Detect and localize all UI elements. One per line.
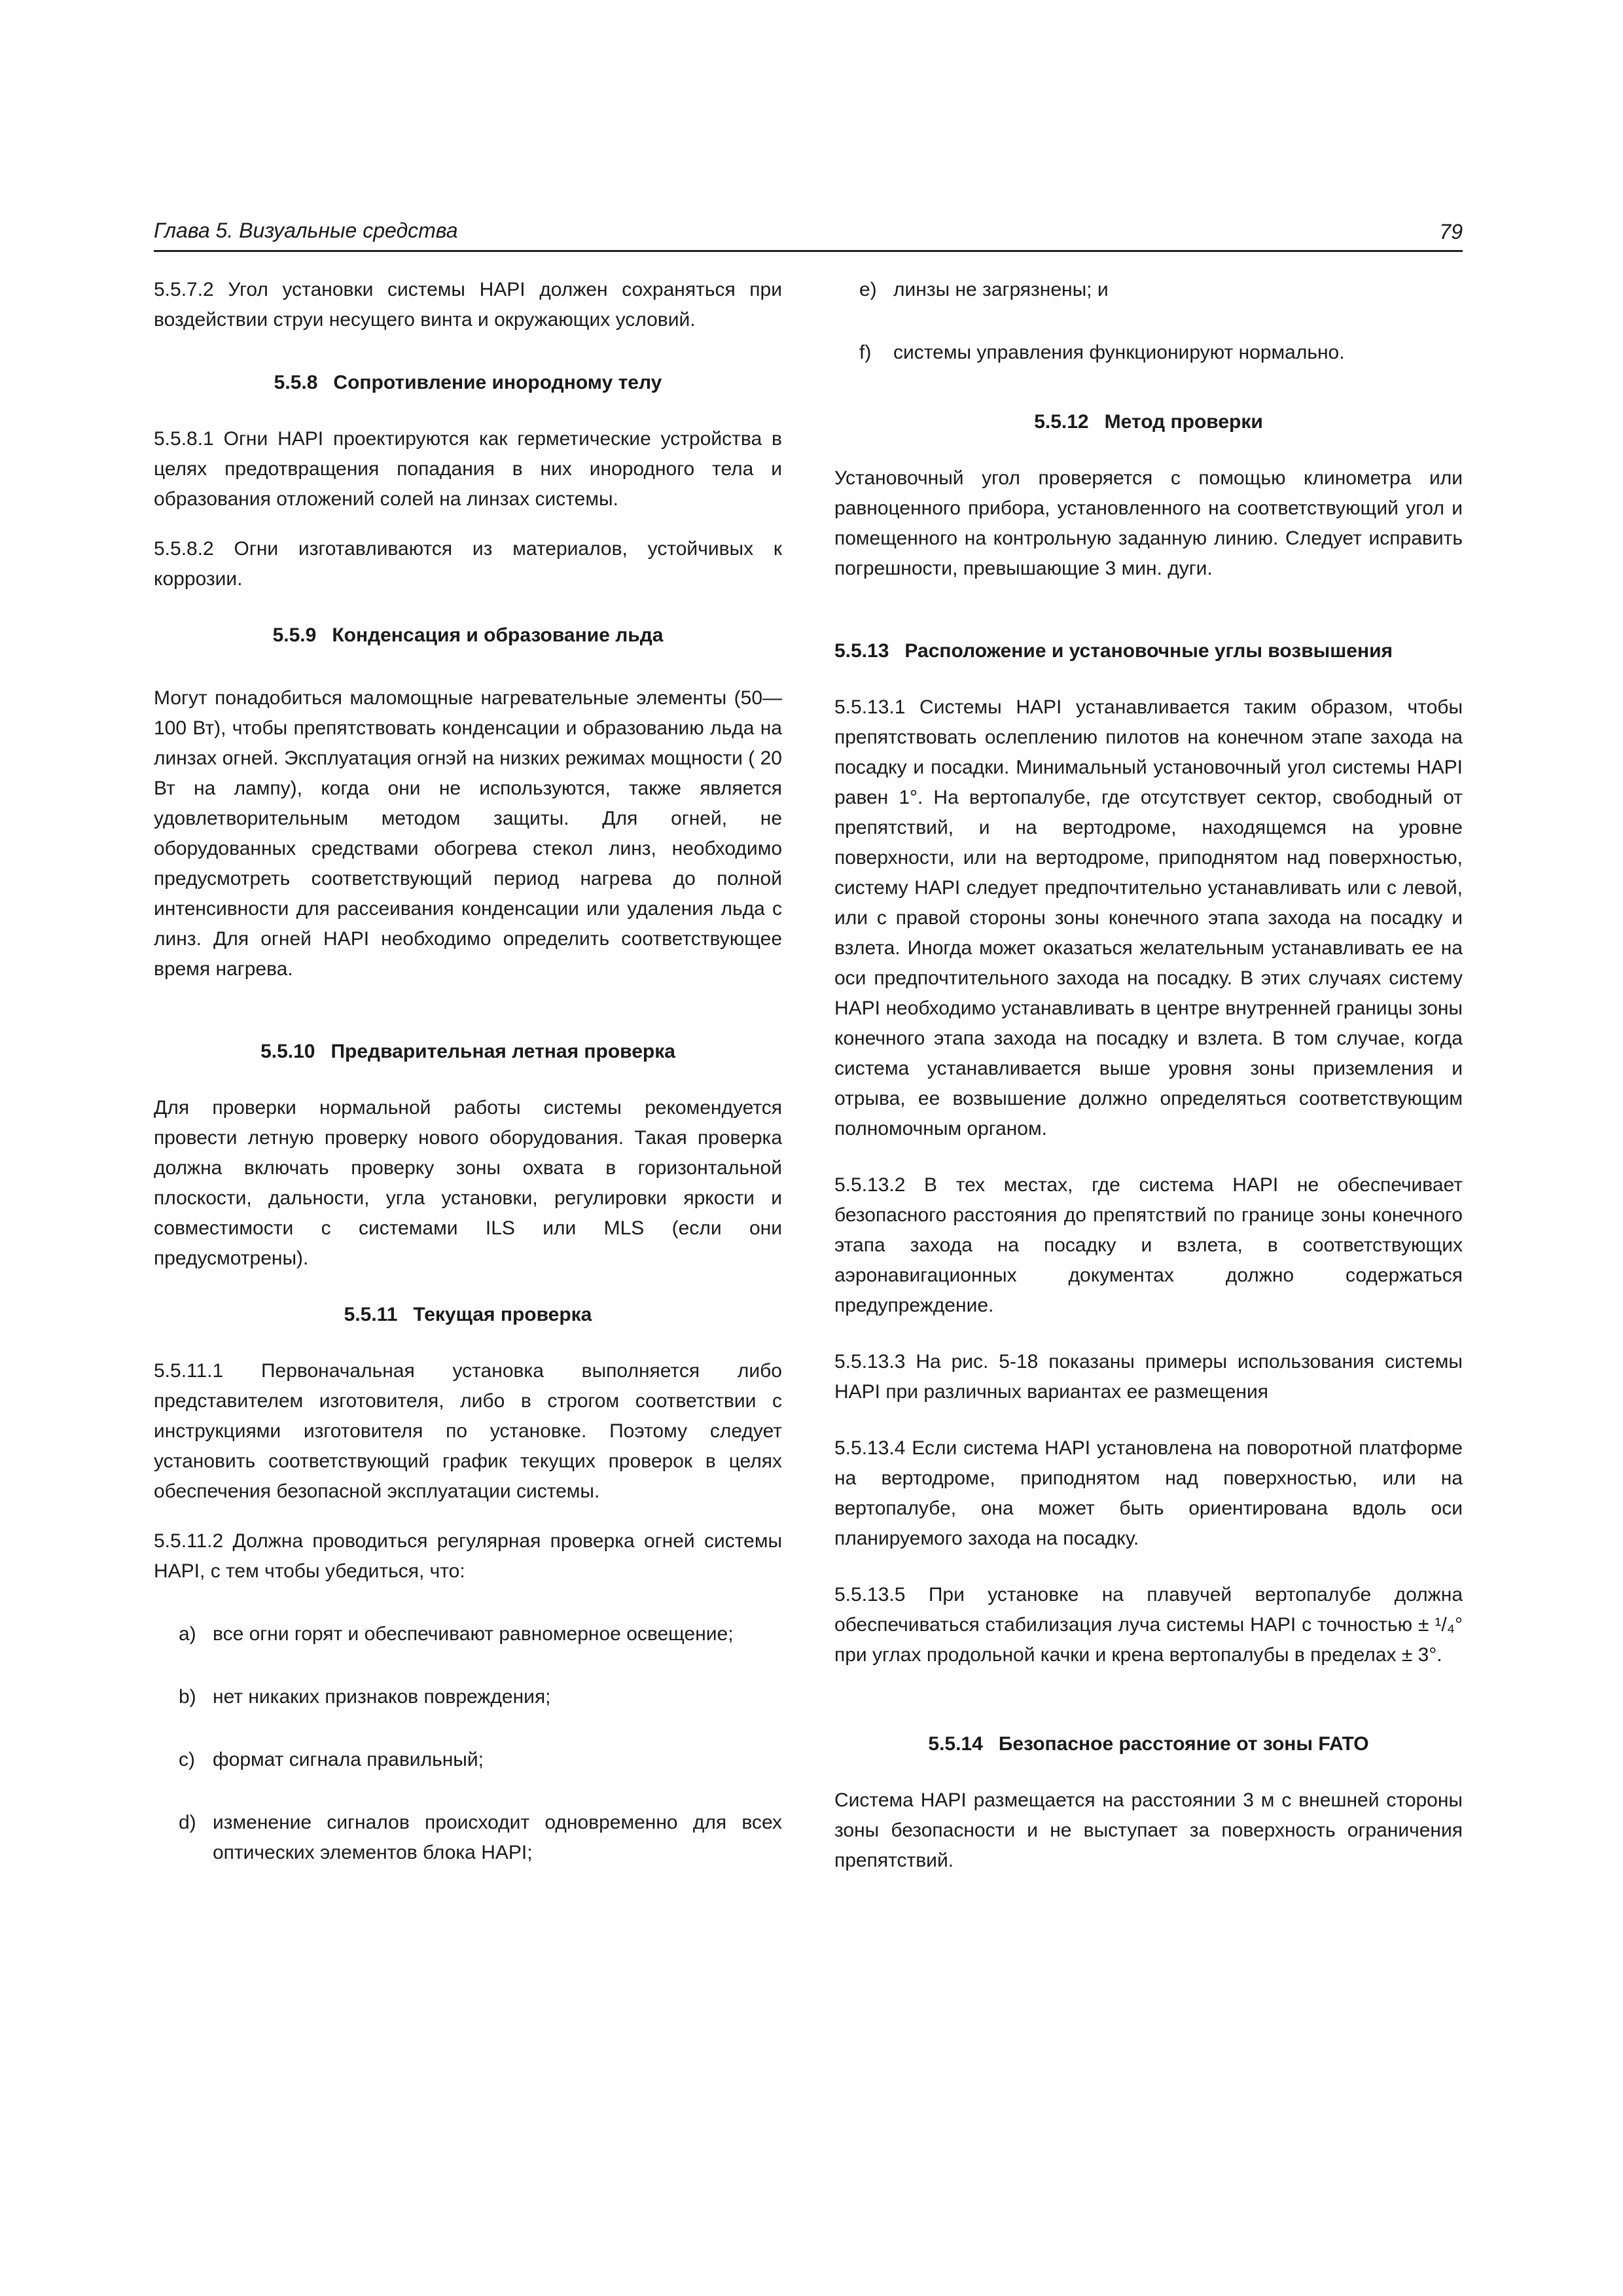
list-item: d) изменение сигналов происходит одновременно для всех оптических элементов блока HAPI; [179, 1812, 782, 1863]
paragraph-5-5-8-1: 5.5.8.1 Огни HAPI проектируются как герметические устройства в целях предотвращения попадания в них инородного тела и образования отложений солей на линзах системы. [154, 428, 782, 510]
paragraph-5-5-13-2: 5.5.13.2 В тех местах, где система HAPI не обеспечивает безопасного расстояния до препятствий по границе зоны конечного этапа захода на посадку и взлета, в соответствующих аэронавигационных документах должно содержаться предупреждение. [834, 1174, 1463, 1316]
header-rule [154, 250, 1463, 252]
paragraph-5-5-13-5: 5.5.13.5 При установке на плавучей вертопалубе должна обеспечиваться стабилизация луча системы HAPI с точностью ± ¹/₄° при углах продольной качки и крена вертопалубы в пределах ± 3°. [834, 1584, 1463, 1666]
list-item: e) линзы не загрязнены; и [859, 279, 1109, 300]
paragraph-5-5-7-2: 5.5.7.2 Угол установки системы HAPI должен сохраняться при воздействии струи несущего винта и окружающих условий. [154, 279, 782, 331]
section-heading-5-5-9: 5.5.9 Конденсация и образование льда [272, 624, 664, 646]
paragraph-5-5-11-2: 5.5.11.2 Должна проводиться регулярная проверка огней системы HAPI, с тем чтобы убедиться, что: [154, 1530, 782, 1582]
paragraph-5-5-14: Система HAPI размещается на расстоянии 3 м с внешней стороны зоны безопасности и не выступает за поверхность ограничения препятствий. [834, 1789, 1463, 1871]
section-heading-5-5-8: 5.5.8 Сопротивление инородному телу [274, 372, 662, 393]
chapter-title: Глава 5. Визуальные средства [154, 219, 458, 242]
paragraph-5-5-8-2: 5.5.8.2 Огни изготавливаются из материалов, устойчивых к коррозии. [154, 538, 782, 590]
section-heading-5-5-10: 5.5.10 Предварительная летная проверка [260, 1041, 675, 1062]
left-column [154, 275, 782, 1868]
page-header [154, 215, 1463, 249]
paragraph-5-5-10: Для проверки нормальной работы системы рекомендуется провести летную проверку нового оборудования. Такая проверка должна включать проверку зоны охвата в горизонтальной плоскости, дальности, угла установки, регулировки яркости и совместимости с системами ILS или MLS (если они предусмотрены). [154, 1097, 782, 1269]
list-item: f) системы управления функционируют нормально. [859, 342, 1345, 363]
section-heading-5-5-14: 5.5.14 Безопасное расстояние от зоны FATO [928, 1733, 1369, 1755]
list-item: c) формат сигнала правильный; [179, 1749, 484, 1770]
section-heading-5-5-13: 5.5.13 Расположение и установочные углы возвышения [834, 640, 1393, 662]
paragraph-5-5-13-4: 5.5.13.4 Если система HAPI установлена на поворотной платформе на вертодроме, приподнятом над поверхностью, или на вертопалубе, она может быть ориентирована вдоль оси планируемого захода на посадку. [834, 1437, 1463, 1549]
section-heading-5-5-12: 5.5.12 Метод проверки [1034, 411, 1263, 433]
paragraph-5-5-13-1: 5.5.13.1 Системы HAPI устанавливается таким образом, чтобы препятствовать ослеплению пилотов на конечном этапе захода на посадку и посадки. Минимальный установочный угол системы HAPI равен 1°. На вертопалубе, где отсутствует сектор, свободный от препятствий, и на вертодроме, находящемся на уровне поверхности, или на вертодроме, приподнятом над поверхностью, систему HAPI следует предпочтительно устанавливать или с левой, или с правой стороны зоны конечного этапа захода на посадку и взлета. Иногда может оказаться желательным устанавливать ее на оси предпочтительного захода на посадку. В этих случаях систему HAPI необходимо устанавливать в центре внутренней границы зоны конечного этапа захода на посадку и взлета. В том случае, когда система устанавливается выше уровня зоны приземления и отрыва, ее возвышение должно определяться соответствующим полномочным органом. [834, 696, 1463, 1139]
paragraph-5-5-12: Установочный угол проверяется с помощью клинометра или равноценного прибора, установленного на соответствующий угол и помещенного на контрольную заданную линию. Следует исправить погрешности, превышающие 3 мин. дуги. [834, 467, 1463, 579]
paragraph-5-5-13-3: 5.5.13.3 На рис. 5-18 показаны примеры использования системы HAPI при различных вариантах ее размещения [834, 1351, 1463, 1403]
paragraph-5-5-9: Могут понадобиться маломощные нагревательные элементы (50—100 Вт), чтобы препятствовать конденсации и образованию льда на линзах огней. Эксплуатация огнэй на низких режимах мощности ( 20 Вт на лампу), когда они не используются, также является удовлетворительным методом защиты. Для огней, не оборудованных средствами обогрева стекол линз, необходимо предусмотреть соответствующий период нагрева до полной интенсивности для рассеивания конденсации или удаления льда с линз. Для огней HAPI необходимо определить соответствующее время нагрева. [154, 687, 782, 980]
list-item: a) все огни горят и обеспечивают равномерное освещение; [179, 1623, 734, 1645]
section-heading-5-5-11: 5.5.11 Текущая проверка [344, 1304, 592, 1325]
page-number: 79 [1439, 220, 1463, 243]
paragraph-5-5-11-1: 5.5.11.1 Первоначальная установка выполняется либо представителем изготовителя, либо в строгом соответствии с инструкциями изготовителя по установке. Поэтому следует установить соответствующий график текущих проверок в целях обеспечения безопасной эксплуатации системы. [154, 1360, 782, 1502]
right-column [834, 275, 1463, 1876]
list-item: b) нет никаких признаков повреждения; [179, 1686, 551, 1708]
